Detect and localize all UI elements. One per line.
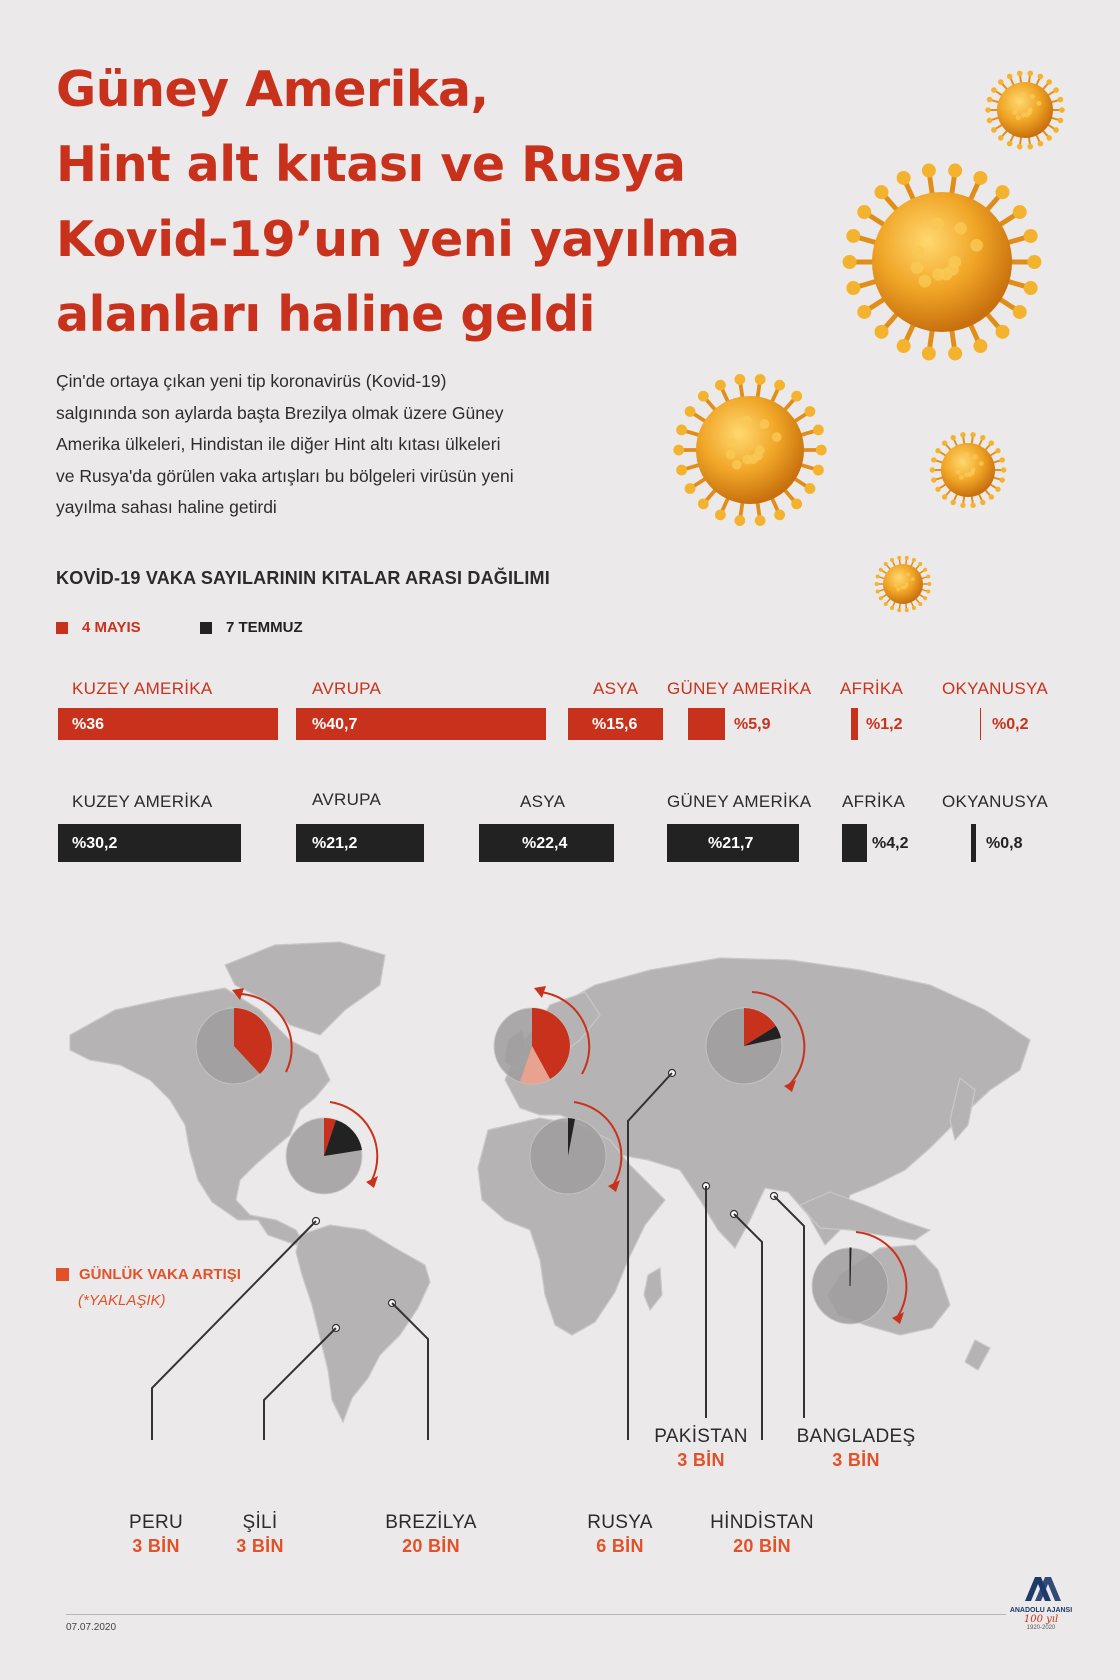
pie-south-america bbox=[286, 1102, 378, 1194]
city-value: 3 BİN bbox=[132, 1536, 180, 1556]
intro-paragraph bbox=[56, 366, 576, 524]
july-pct-europe: %21,2 bbox=[312, 835, 358, 852]
may-pct-north-america: %36 bbox=[72, 716, 105, 733]
july-label-europe: AVRUPA bbox=[312, 790, 382, 809]
city-value: 3 BİN bbox=[677, 1450, 725, 1470]
may-label-africa: AFRİKA bbox=[840, 679, 904, 698]
city-name: BREZİLYA bbox=[385, 1512, 477, 1533]
city-value: 3 BİN bbox=[236, 1536, 284, 1556]
leader-bangladesh bbox=[774, 1196, 804, 1418]
title-line-3: Kovid-19’un yeni yayılma bbox=[56, 211, 740, 268]
july-pct-north-america: %30,2 bbox=[72, 835, 118, 852]
may-pct-asia: %15,6 bbox=[592, 716, 638, 733]
city-pakistan bbox=[636, 1426, 766, 1471]
north-america bbox=[70, 988, 330, 1248]
legend-july bbox=[200, 619, 303, 636]
city-name: PERU bbox=[129, 1512, 183, 1533]
virus-icon bbox=[930, 432, 1007, 508]
new-zealand bbox=[965, 1340, 990, 1370]
city-russia bbox=[560, 1512, 680, 1557]
city-value: 20 BİN bbox=[733, 1536, 791, 1556]
city-value: 3 BİN bbox=[832, 1450, 880, 1470]
virus-icon bbox=[673, 374, 826, 526]
july-pct-south-america: %21,7 bbox=[708, 835, 754, 852]
virus-icon bbox=[985, 71, 1065, 150]
intro-line: Amerika ülkeleri, Hindistan ile diğer Hint altı kıtası ülkeleri bbox=[56, 434, 501, 454]
may-pct-oceania: %0,2 bbox=[992, 716, 1029, 733]
title-line-2: Hint alt kıtası ve Rusya bbox=[56, 136, 686, 193]
may-label-europe: AVRUPA bbox=[312, 679, 382, 698]
logo-name: ANADOLU AJANSI bbox=[1009, 1607, 1073, 1614]
virus-illustrations bbox=[620, 60, 1080, 640]
july-label-north-america: KUZEY AMERİKA bbox=[72, 792, 213, 811]
daily-increase-subtitle: (*YAKLAŞIK) bbox=[78, 1292, 166, 1309]
section-title: KOVİD-19 VAKA SAYILARININ KITALAR ARASI DAĞILIMI bbox=[56, 568, 550, 588]
publish-date: 07.07.2020 bbox=[66, 1622, 117, 1633]
logo-anniversary: 100 yıl bbox=[1023, 1614, 1059, 1625]
logo-years: 1920-2020 bbox=[1026, 1625, 1056, 1631]
july-label-africa: AFRİKA bbox=[842, 792, 906, 811]
daily-increase-title: GÜNLÜK VAKA ARTIŞI bbox=[79, 1266, 241, 1283]
city-peru bbox=[96, 1512, 216, 1557]
legend-swatch-black bbox=[200, 622, 212, 634]
south-america bbox=[296, 1225, 430, 1422]
july-pct-oceania: %0,8 bbox=[986, 835, 1023, 852]
may-bar-south-america bbox=[688, 708, 725, 740]
may-bar-oceania bbox=[980, 708, 981, 740]
legend-may-label: 4 MAYIS bbox=[82, 619, 141, 636]
city-chile bbox=[200, 1512, 320, 1557]
intro-line: salgınında son aylarda başta Brezilya olmak üzere Güney bbox=[56, 402, 504, 423]
legend-july-label: 7 TEMMUZ bbox=[226, 619, 303, 636]
daily-increase-swatch bbox=[56, 1268, 69, 1281]
leader-india bbox=[734, 1214, 762, 1440]
may-pct-europe: %40,7 bbox=[312, 716, 358, 733]
daily-increase-legend bbox=[56, 1266, 241, 1283]
city-bangladesh bbox=[786, 1426, 926, 1471]
world-map bbox=[0, 930, 1120, 1440]
title-line-1: Güney Amerika, bbox=[56, 61, 489, 118]
madagascar bbox=[644, 1268, 662, 1310]
virus-icon bbox=[843, 164, 1042, 361]
may-label-north-america: KUZEY AMERİKA bbox=[72, 679, 213, 698]
city-name: BANGLADEŞ bbox=[796, 1426, 916, 1447]
intro-line: yayılma sahası haline getirdi bbox=[56, 497, 277, 517]
leader-peru bbox=[152, 1221, 316, 1440]
virus-icon bbox=[875, 556, 932, 612]
footer-divider bbox=[66, 1614, 1006, 1615]
city-name: PAKİSTAN bbox=[654, 1426, 748, 1447]
city-brazil bbox=[366, 1512, 496, 1557]
july-label-south-america: GÜNEY AMERİKA bbox=[667, 792, 812, 811]
city-name: RUSYA bbox=[587, 1512, 653, 1533]
may-label-south-america: GÜNEY AMERİKA bbox=[667, 679, 812, 698]
aa-logo-icon bbox=[1021, 1574, 1061, 1602]
may-label-oceania: OKYANUSYA bbox=[942, 679, 1048, 698]
city-value: 20 BİN bbox=[402, 1536, 460, 1556]
intro-line: ve Rusya'da görülen vaka artışları bu bölgeleri virüsün yeni bbox=[56, 465, 514, 486]
july-bar-oceania bbox=[971, 824, 976, 862]
city-value: 6 BİN bbox=[596, 1536, 644, 1556]
anadolu-logo bbox=[1008, 1574, 1074, 1631]
intro-line: Çin'de ortaya çıkan yeni tip koronavirüs (Kovid-19) bbox=[56, 371, 447, 391]
city-name: HİNDİSTAN bbox=[710, 1512, 814, 1533]
july-pct-asia: %22,4 bbox=[522, 835, 568, 852]
july-label-oceania: OKYANUSYA bbox=[942, 792, 1048, 811]
july-pct-africa: %4,2 bbox=[872, 835, 909, 852]
may-pct-africa: %1,2 bbox=[866, 716, 903, 733]
city-india bbox=[692, 1512, 832, 1557]
title-line-4: alanları haline geldi bbox=[56, 286, 595, 343]
legend-may bbox=[56, 619, 141, 636]
july-bar-africa bbox=[842, 824, 867, 862]
may-pct-south-america: %5,9 bbox=[734, 716, 771, 733]
legend-swatch-red bbox=[56, 622, 68, 634]
may-bar-africa bbox=[851, 708, 858, 740]
city-name: ŞİLİ bbox=[242, 1512, 278, 1533]
july-label-asia: ASYA bbox=[520, 792, 566, 811]
may-label-asia: ASYA bbox=[593, 679, 639, 698]
